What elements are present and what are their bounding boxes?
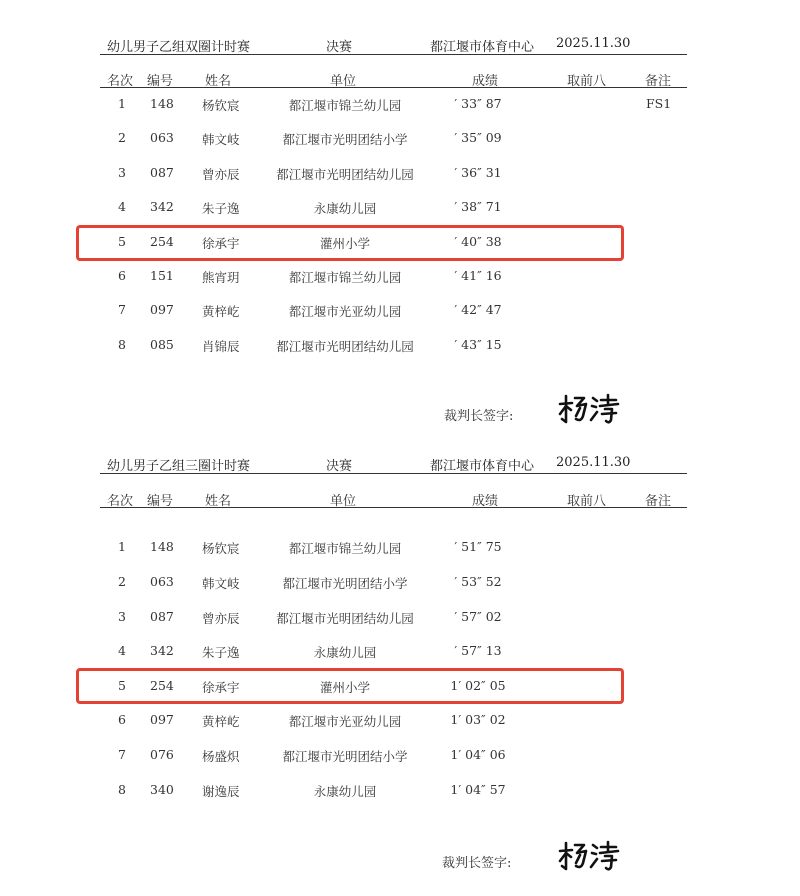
unit-cell: 永康幼儿园 xyxy=(313,201,377,216)
rank-cell: 2 xyxy=(118,574,126,589)
name-cell: 曾亦辰 xyxy=(202,167,240,182)
rank-cell: 4 xyxy=(118,643,126,658)
rank-cell: 3 xyxy=(118,609,126,624)
result-cell: ′ 53″ 52 xyxy=(454,574,502,589)
name-cell: 徐承宇 xyxy=(202,680,240,695)
name-cell: 杨盛炽 xyxy=(202,749,240,764)
result-cell: ′ 57″ 02 xyxy=(454,609,502,624)
unit-cell: 灌州小学 xyxy=(319,236,370,251)
signature-label: 裁判长签字: xyxy=(444,409,514,424)
column-rule xyxy=(100,507,687,508)
rank-cell: 1 xyxy=(118,96,126,111)
rank-cell: 7 xyxy=(118,747,126,762)
number-cell: 342 xyxy=(150,199,174,214)
col-rank: 名次 xyxy=(107,494,134,509)
number-cell: 151 xyxy=(150,268,174,283)
name-cell: 肖锦辰 xyxy=(202,339,240,354)
number-cell: 340 xyxy=(150,782,174,797)
table-row xyxy=(0,782,800,812)
highlight-box xyxy=(76,668,624,704)
name-cell: 杨钦宸 xyxy=(202,98,240,113)
unit-cell: 永康幼儿园 xyxy=(313,784,377,799)
unit-cell: 都江堰市锦兰幼儿园 xyxy=(288,541,402,556)
result-cell: 1′ 03″ 02 xyxy=(450,712,506,727)
result-cell: ′ 33″ 87 xyxy=(454,96,502,111)
signature-image xyxy=(556,392,622,428)
rank-cell: 5 xyxy=(118,234,126,249)
name-cell: 徐承宇 xyxy=(202,236,240,251)
result-cell: 1′ 04″ 57 xyxy=(450,782,506,797)
unit-cell: 都江堰市光明团结幼儿园 xyxy=(276,611,414,626)
unit-cell: 都江堰市光明团结小学 xyxy=(282,132,408,147)
name-cell: 黄梓屹 xyxy=(202,304,240,319)
number-cell: 254 xyxy=(150,678,174,693)
unit-cell: 都江堰市光明团结小学 xyxy=(282,749,408,764)
name-cell: 谢逸辰 xyxy=(202,784,240,799)
unit-cell: 永康幼儿园 xyxy=(313,645,377,660)
rank-cell: 3 xyxy=(118,165,126,180)
col-rank: 名次 xyxy=(107,74,134,89)
col-unit: 单位 xyxy=(330,74,357,89)
name-cell: 杨钦宸 xyxy=(202,541,240,556)
col-number: 编号 xyxy=(147,74,174,89)
event-title: 幼儿男子乙组双圈计时赛 xyxy=(107,40,251,55)
table-row xyxy=(0,337,800,367)
result-cell: ′ 51″ 75 xyxy=(454,539,502,554)
date-label: 2025.11.30 xyxy=(556,36,631,51)
unit-cell: 都江堰市光亚幼儿园 xyxy=(288,714,402,729)
note-cell: FS1 xyxy=(646,96,672,111)
col-note: 备注 xyxy=(645,494,672,509)
col-result: 成绩 xyxy=(472,74,499,89)
table-row xyxy=(0,747,800,777)
rank-cell: 1 xyxy=(118,539,126,554)
result-cell: 1′ 04″ 06 xyxy=(450,747,506,762)
name-cell: 朱子逸 xyxy=(202,645,240,660)
rank-cell: 6 xyxy=(118,712,126,727)
number-cell: 063 xyxy=(150,574,174,589)
unit-cell: 都江堰市光亚幼儿园 xyxy=(288,304,402,319)
unit-cell: 都江堰市光明团结幼儿园 xyxy=(276,339,414,354)
col-result: 成绩 xyxy=(472,494,499,509)
date-label: 2025.11.30 xyxy=(556,455,631,470)
number-cell: 254 xyxy=(150,234,174,249)
number-cell: 097 xyxy=(150,712,174,727)
table-row xyxy=(0,130,800,160)
name-cell: 朱子逸 xyxy=(202,201,240,216)
col-top8: 取前八 xyxy=(567,494,607,509)
header-rule xyxy=(100,54,687,55)
rank-cell: 4 xyxy=(118,199,126,214)
venue-label: 都江堰市体育中心 xyxy=(430,40,535,55)
name-cell: 熊宵玥 xyxy=(202,270,240,285)
result-cell: ′ 36″ 31 xyxy=(454,165,502,180)
rank-cell: 8 xyxy=(118,782,126,797)
number-cell: 097 xyxy=(150,302,174,317)
unit-cell: 灌州小学 xyxy=(319,680,370,695)
event-title: 幼儿男子乙组三圈计时赛 xyxy=(107,459,251,474)
result-cell: ′ 38″ 71 xyxy=(454,199,502,214)
number-cell: 076 xyxy=(150,747,174,762)
result-cell: ′ 57″ 13 xyxy=(454,643,502,658)
result-cell: ′ 43″ 15 xyxy=(454,337,502,352)
number-cell: 148 xyxy=(150,539,174,554)
rank-cell: 6 xyxy=(118,268,126,283)
number-cell: 087 xyxy=(150,165,174,180)
table-row xyxy=(0,302,800,332)
result-cell: ′ 41″ 16 xyxy=(454,268,502,283)
result-cell: ′ 42″ 47 xyxy=(454,302,502,317)
rank-cell: 2 xyxy=(118,130,126,145)
table-row xyxy=(0,609,800,639)
col-name: 姓名 xyxy=(205,494,232,509)
header-rule xyxy=(100,473,687,474)
col-unit: 单位 xyxy=(330,494,357,509)
stage-label: 决赛 xyxy=(326,459,353,474)
unit-cell: 都江堰市光明团结小学 xyxy=(282,576,408,591)
result-cell: ′ 35″ 09 xyxy=(454,130,502,145)
table-row xyxy=(0,712,800,742)
highlight-box xyxy=(76,225,624,261)
signature-label: 裁判长签字: xyxy=(442,856,512,871)
col-name: 姓名 xyxy=(205,74,232,89)
column-rule xyxy=(100,87,687,88)
unit-cell: 都江堰市锦兰幼儿园 xyxy=(288,98,402,113)
number-cell: 148 xyxy=(150,96,174,111)
venue-label: 都江堰市体育中心 xyxy=(430,459,535,474)
table-row xyxy=(0,165,800,195)
table-row xyxy=(0,268,800,298)
name-cell: 曾亦辰 xyxy=(202,611,240,626)
number-cell: 063 xyxy=(150,130,174,145)
rank-cell: 8 xyxy=(118,337,126,352)
name-cell: 韩文岐 xyxy=(202,576,240,591)
rank-cell: 7 xyxy=(118,302,126,317)
name-cell: 韩文岐 xyxy=(202,132,240,147)
col-note: 备注 xyxy=(645,74,672,89)
number-cell: 087 xyxy=(150,609,174,624)
number-cell: 342 xyxy=(150,643,174,658)
table-row xyxy=(0,539,800,569)
result-cell: 1′ 02″ 05 xyxy=(450,678,506,693)
number-cell: 085 xyxy=(150,337,174,352)
col-number: 编号 xyxy=(147,494,174,509)
stage-label: 决赛 xyxy=(326,40,353,55)
name-cell: 黄梓屹 xyxy=(202,714,240,729)
rank-cell: 5 xyxy=(118,678,126,693)
table-row xyxy=(0,96,800,126)
col-top8: 取前八 xyxy=(567,74,607,89)
signature-image xyxy=(556,839,622,875)
unit-cell: 都江堰市光明团结幼儿园 xyxy=(276,167,414,182)
result-cell: ′ 40″ 38 xyxy=(454,234,502,249)
unit-cell: 都江堰市锦兰幼儿园 xyxy=(288,270,402,285)
table-row xyxy=(0,574,800,604)
